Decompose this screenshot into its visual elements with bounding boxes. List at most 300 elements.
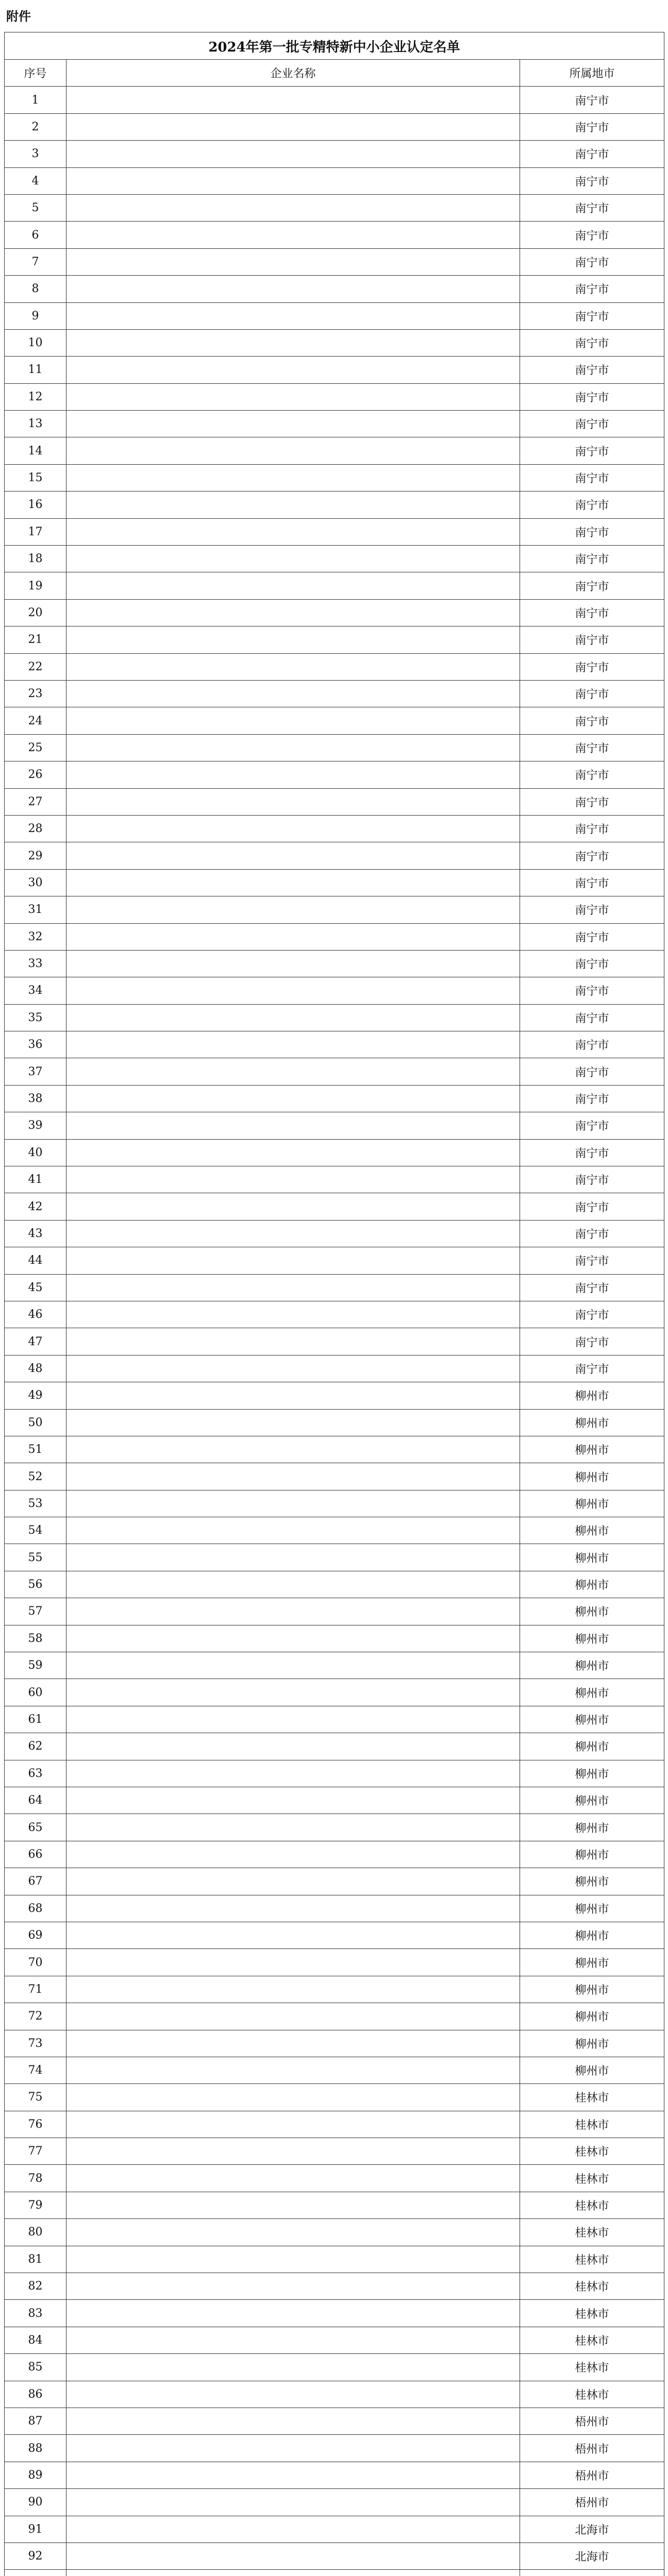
cell-city: 桂林市 — [520, 2138, 664, 2165]
cell-no: 42 — [5, 1193, 66, 1220]
cell-company-name — [66, 1274, 520, 1301]
cell-company-name — [66, 2003, 520, 2030]
cell-no: 10 — [5, 329, 66, 356]
cell-city: 南宁市 — [520, 734, 664, 761]
table-row — [5, 411, 664, 437]
cell-company-name — [66, 2192, 520, 2218]
cell-company-name — [66, 1139, 520, 1166]
cell-no: 81 — [5, 2246, 66, 2273]
cell-city: 柳州市 — [520, 2030, 664, 2057]
table-row — [5, 141, 664, 167]
cell-city: 南宁市 — [520, 329, 664, 356]
cell-no: 76 — [5, 2111, 66, 2138]
table-row — [5, 869, 664, 896]
cell-company-name — [66, 2462, 520, 2488]
cell-city: 桂林市 — [520, 2084, 664, 2111]
cell-city: 南宁市 — [520, 113, 664, 140]
cell-company-name — [66, 1949, 520, 1976]
table-row — [5, 518, 664, 545]
cell-city — [520, 2570, 664, 2576]
cell-company-name — [66, 222, 520, 248]
cell-city: 柳州市 — [520, 1787, 664, 1814]
cell-city: 南宁市 — [520, 1247, 664, 1274]
cell-company-name — [66, 1787, 520, 1814]
cell-city: 柳州市 — [520, 1733, 664, 1760]
document-title: 2024年第一批专精特新中小企业认定名单 — [5, 32, 664, 60]
table-row — [5, 1058, 664, 1085]
cell-no: 69 — [5, 1922, 66, 1948]
table-row — [5, 248, 664, 275]
table-row — [5, 1247, 664, 1274]
cell-company-name — [66, 194, 520, 221]
cell-no: 28 — [5, 815, 66, 842]
table-row — [5, 1301, 664, 1328]
cell-no: 44 — [5, 1247, 66, 1274]
cell-no: 26 — [5, 761, 66, 788]
cell-no: 53 — [5, 1490, 66, 1517]
cell-no: 89 — [5, 2462, 66, 2488]
cell-no: 49 — [5, 1382, 66, 1409]
cell-city: 南宁市 — [520, 1193, 664, 1220]
cell-company-name — [66, 1517, 520, 1544]
cell-no: 9 — [5, 302, 66, 329]
cell-no: 54 — [5, 1517, 66, 1544]
cell-city: 柳州市 — [520, 1436, 664, 1463]
cell-no: 87 — [5, 2408, 66, 2434]
cell-city: 柳州市 — [520, 1652, 664, 1679]
table-row — [5, 2516, 664, 2543]
cell-city: 南宁市 — [520, 653, 664, 680]
attachment-label: 附件 — [6, 9, 31, 24]
table-row — [5, 2111, 664, 2138]
cell-company-name — [66, 1382, 520, 1409]
cell-no: 36 — [5, 1031, 66, 1058]
cell-city: 桂林市 — [520, 2165, 664, 2192]
cell-city: 南宁市 — [520, 707, 664, 734]
cell-city: 梧州市 — [520, 2435, 664, 2462]
cell-no: 24 — [5, 707, 66, 734]
cell-city: 南宁市 — [520, 464, 664, 491]
cell-company-name — [66, 1220, 520, 1247]
table-row — [5, 1436, 664, 1463]
cell-company-name — [66, 2489, 520, 2516]
cell-company-name — [66, 1868, 520, 1895]
cell-no: 18 — [5, 546, 66, 572]
cell-city: 南宁市 — [520, 546, 664, 572]
cell-city: 南宁市 — [520, 222, 664, 248]
cell-company-name — [66, 2057, 520, 2083]
cell-no: 61 — [5, 1706, 66, 1733]
cell-company-name — [66, 815, 520, 842]
table-row — [5, 1517, 664, 1544]
table-row — [5, 222, 664, 248]
cell-company-name — [66, 2219, 520, 2246]
cell-no: 6 — [5, 222, 66, 248]
cell-company-name — [66, 1247, 520, 1274]
table-row — [5, 2300, 664, 2327]
table-row — [5, 546, 664, 572]
table-row — [5, 1868, 664, 1895]
cell-no: 15 — [5, 464, 66, 491]
cell-company-name — [66, 1544, 520, 1571]
cell-company-name — [66, 1112, 520, 1139]
cell-company-name — [66, 896, 520, 923]
cell-no: 19 — [5, 572, 66, 599]
cell-company-name — [66, 626, 520, 653]
cell-company-name — [66, 1193, 520, 1220]
cell-city: 柳州市 — [520, 1949, 664, 1976]
cell-city: 南宁市 — [520, 869, 664, 896]
cell-company-name — [66, 329, 520, 356]
cell-company-name — [66, 464, 520, 491]
cell-company-name — [66, 1085, 520, 1112]
table-row — [5, 2327, 664, 2353]
table-row — [5, 167, 664, 194]
cell-no: 43 — [5, 1220, 66, 1247]
cell-no: 48 — [5, 1355, 66, 1382]
cell-company-name — [66, 1004, 520, 1031]
cell-company-name — [66, 599, 520, 626]
cell-no: 33 — [5, 950, 66, 977]
cell-company-name — [66, 2300, 520, 2327]
cell-no: 68 — [5, 1895, 66, 1922]
cell-company-name — [66, 2408, 520, 2434]
cell-city: 南宁市 — [520, 357, 664, 383]
cell-company-name — [66, 2165, 520, 2192]
cell-no: 21 — [5, 626, 66, 653]
cell-no: 12 — [5, 383, 66, 410]
cell-no: 7 — [5, 248, 66, 275]
table-row — [5, 2408, 664, 2434]
cell-city: 南宁市 — [520, 1031, 664, 1058]
cell-city: 南宁市 — [520, 761, 664, 788]
cell-city: 柳州市 — [520, 1922, 664, 1948]
cell-city: 南宁市 — [520, 788, 664, 815]
header-row — [5, 60, 664, 87]
table-row — [5, 464, 664, 491]
cell-company-name — [66, 788, 520, 815]
cell-no: 1 — [5, 87, 66, 113]
table-row — [5, 194, 664, 221]
header-name: 企业名称 — [66, 60, 520, 87]
table-body — [5, 87, 664, 2576]
cell-company-name — [66, 1463, 520, 1490]
cell-no: 16 — [5, 492, 66, 518]
table-row — [5, 2246, 664, 2273]
table-row — [5, 1085, 664, 1112]
cell-city: 柳州市 — [520, 1517, 664, 1544]
title-row — [5, 32, 664, 60]
cell-company-name — [66, 2273, 520, 2300]
table-row — [5, 1220, 664, 1247]
cell-city: 桂林市 — [520, 2192, 664, 2218]
cell-company-name — [66, 2084, 520, 2111]
cell-company-name — [66, 761, 520, 788]
cell-city: 桂林市 — [520, 2300, 664, 2327]
table-row — [5, 1706, 664, 1733]
cell-city: 桂林市 — [520, 2111, 664, 2138]
cell-city: 柳州市 — [520, 1760, 664, 1787]
cell-no: 50 — [5, 1409, 66, 1436]
cell-company-name — [66, 1814, 520, 1841]
cell-no: 70 — [5, 1949, 66, 1976]
cell-company-name — [66, 1733, 520, 1760]
cell-no: 46 — [5, 1301, 66, 1328]
cell-no: 73 — [5, 2030, 66, 2057]
cell-city: 柳州市 — [520, 1814, 664, 1841]
table-row — [5, 572, 664, 599]
cell-no: 22 — [5, 653, 66, 680]
cell-company-name — [66, 1436, 520, 1463]
cell-city: 柳州市 — [520, 1868, 664, 1895]
cell-company-name — [66, 680, 520, 707]
cell-city: 柳州市 — [520, 1976, 664, 2003]
cell-city: 桂林市 — [520, 2327, 664, 2353]
cell-city: 南宁市 — [520, 1112, 664, 1139]
cell-city: 柳州市 — [520, 1463, 664, 1490]
cell-city: 南宁市 — [520, 680, 664, 707]
cell-city: 南宁市 — [520, 1058, 664, 1085]
table-row — [5, 1139, 664, 1166]
cell-city: 桂林市 — [520, 2354, 664, 2381]
cell-city: 柳州市 — [520, 2003, 664, 2030]
cell-no: 90 — [5, 2489, 66, 2516]
cell-no: 85 — [5, 2354, 66, 2381]
cell-no: 83 — [5, 2300, 66, 2327]
cell-no: 25 — [5, 734, 66, 761]
cell-company-name — [66, 141, 520, 167]
table-row — [5, 1787, 664, 1814]
cell-city: 南宁市 — [520, 518, 664, 545]
cell-city: 桂林市 — [520, 2219, 664, 2246]
table-row — [5, 2165, 664, 2192]
cell-city: 南宁市 — [520, 411, 664, 437]
table-row — [5, 2435, 664, 2462]
cell-city: 桂林市 — [520, 2273, 664, 2300]
cell-city: 南宁市 — [520, 383, 664, 410]
table-row — [5, 1166, 664, 1193]
cell-no: 29 — [5, 842, 66, 869]
cell-city: 南宁市 — [520, 950, 664, 977]
table-row — [5, 1544, 664, 1571]
cell-no: 92 — [5, 2543, 66, 2569]
table-row — [5, 1679, 664, 1706]
cell-no: 39 — [5, 1112, 66, 1139]
table-row — [5, 788, 664, 815]
cell-city: 柳州市 — [520, 1895, 664, 1922]
table-row — [5, 626, 664, 653]
cell-city: 南宁市 — [520, 1274, 664, 1301]
cell-no: 72 — [5, 2003, 66, 2030]
cell-no: 77 — [5, 2138, 66, 2165]
cell-no: 45 — [5, 1274, 66, 1301]
cell-company-name — [66, 248, 520, 275]
cell-city: 北海市 — [520, 2516, 664, 2543]
cell-company-name — [66, 977, 520, 1004]
cell-city: 南宁市 — [520, 977, 664, 1004]
table-row — [5, 1922, 664, 1948]
cell-company-name — [66, 1058, 520, 1085]
table-row — [5, 653, 664, 680]
cell-no: 8 — [5, 276, 66, 302]
cell-no: 38 — [5, 1085, 66, 1112]
cell-city: 梧州市 — [520, 2462, 664, 2488]
cell-company-name — [66, 1976, 520, 2003]
cell-city: 南宁市 — [520, 302, 664, 329]
cell-no: 37 — [5, 1058, 66, 1085]
cell-city: 柳州市 — [520, 1679, 664, 1706]
cell-no: 32 — [5, 923, 66, 950]
cell-company-name — [66, 1571, 520, 1598]
cell-no: 20 — [5, 599, 66, 626]
table-row — [5, 1571, 664, 1598]
table-row — [5, 2003, 664, 2030]
table-row — [5, 2489, 664, 2516]
table-row — [5, 842, 664, 869]
cell-city: 南宁市 — [520, 194, 664, 221]
table-row — [5, 1274, 664, 1301]
cell-no: 58 — [5, 1625, 66, 1652]
cell-company-name — [66, 87, 520, 113]
cell-company-name — [66, 1490, 520, 1517]
cell-city: 南宁市 — [520, 1166, 664, 1193]
table-row — [5, 977, 664, 1004]
table-row — [5, 2354, 664, 2381]
cell-no: 66 — [5, 1841, 66, 1868]
cell-company-name — [66, 383, 520, 410]
cell-city: 南宁市 — [520, 842, 664, 869]
cell-company-name — [66, 276, 520, 302]
cell-city: 南宁市 — [520, 248, 664, 275]
cell-city: 柳州市 — [520, 1571, 664, 1598]
cell-city: 南宁市 — [520, 923, 664, 950]
cell-city: 北海市 — [520, 2543, 664, 2569]
cell-city: 柳州市 — [520, 1490, 664, 1517]
cell-city: 南宁市 — [520, 1355, 664, 1382]
cell-no: 30 — [5, 869, 66, 896]
cell-company-name — [66, 437, 520, 464]
table-row — [5, 357, 664, 383]
cell-no: 52 — [5, 1463, 66, 1490]
cell-no: 51 — [5, 1436, 66, 1463]
table-row — [5, 2570, 664, 2576]
table-row — [5, 2462, 664, 2488]
cell-city: 梧州市 — [520, 2408, 664, 2434]
cell-company-name — [66, 411, 520, 437]
cell-company-name — [66, 357, 520, 383]
table-row — [5, 1841, 664, 1868]
cell-no: 41 — [5, 1166, 66, 1193]
cell-company-name — [66, 707, 520, 734]
table-row — [5, 113, 664, 140]
cell-no — [5, 2570, 66, 2576]
table-row — [5, 761, 664, 788]
cell-company-name — [66, 1166, 520, 1193]
cell-no: 60 — [5, 1679, 66, 1706]
table-row — [5, 2543, 664, 2569]
cell-city: 南宁市 — [520, 1301, 664, 1328]
table-row — [5, 896, 664, 923]
table-row — [5, 2057, 664, 2083]
cell-no: 71 — [5, 1976, 66, 2003]
cell-company-name — [66, 518, 520, 545]
cell-company-name — [66, 842, 520, 869]
cell-company-name — [66, 2543, 520, 2569]
cell-no: 40 — [5, 1139, 66, 1166]
cell-company-name — [66, 1760, 520, 1787]
table-row — [5, 2084, 664, 2111]
table-row — [5, 1004, 664, 1031]
table-row — [5, 1733, 664, 1760]
cell-no: 57 — [5, 1598, 66, 1625]
table-row — [5, 923, 664, 950]
table-row — [5, 1598, 664, 1625]
cell-company-name — [66, 2570, 520, 2576]
table-row — [5, 1625, 664, 1652]
table-row — [5, 1409, 664, 1436]
cell-no: 14 — [5, 437, 66, 464]
cell-no: 88 — [5, 2435, 66, 2462]
cell-no: 11 — [5, 357, 66, 383]
cell-company-name — [66, 1409, 520, 1436]
cell-city: 南宁市 — [520, 276, 664, 302]
cell-company-name — [66, 302, 520, 329]
cell-no: 13 — [5, 411, 66, 437]
table-row — [5, 2381, 664, 2408]
cell-city: 南宁市 — [520, 1139, 664, 1166]
cell-city: 柳州市 — [520, 1382, 664, 1409]
cell-no: 34 — [5, 977, 66, 1004]
cell-no: 84 — [5, 2327, 66, 2353]
cell-company-name — [66, 1895, 520, 1922]
cell-no: 91 — [5, 2516, 66, 2543]
cell-company-name — [66, 2246, 520, 2273]
cell-company-name — [66, 1328, 520, 1355]
cell-no: 47 — [5, 1328, 66, 1355]
cell-company-name — [66, 653, 520, 680]
cell-company-name — [66, 869, 520, 896]
cell-no: 65 — [5, 1814, 66, 1841]
table-row — [5, 302, 664, 329]
cell-city: 南宁市 — [520, 1085, 664, 1112]
company-list-table — [4, 32, 664, 2576]
cell-city: 柳州市 — [520, 1544, 664, 1571]
header-no: 序号 — [5, 60, 66, 87]
cell-company-name — [66, 572, 520, 599]
cell-company-name — [66, 1625, 520, 1652]
table-row — [5, 1031, 664, 1058]
table-row — [5, 815, 664, 842]
cell-no: 80 — [5, 2219, 66, 2246]
table-row — [5, 1652, 664, 1679]
table-row — [5, 1463, 664, 1490]
cell-city: 南宁市 — [520, 167, 664, 194]
cell-city: 南宁市 — [520, 572, 664, 599]
cell-no: 35 — [5, 1004, 66, 1031]
cell-company-name — [66, 950, 520, 977]
table-row — [5, 2273, 664, 2300]
cell-company-name — [66, 1706, 520, 1733]
cell-company-name — [66, 923, 520, 950]
cell-city: 南宁市 — [520, 815, 664, 842]
cell-city: 南宁市 — [520, 492, 664, 518]
cell-city: 桂林市 — [520, 2246, 664, 2273]
cell-city: 柳州市 — [520, 1598, 664, 1625]
cell-no: 3 — [5, 141, 66, 167]
cell-company-name — [66, 1355, 520, 1382]
cell-no: 23 — [5, 680, 66, 707]
table-row — [5, 2030, 664, 2057]
